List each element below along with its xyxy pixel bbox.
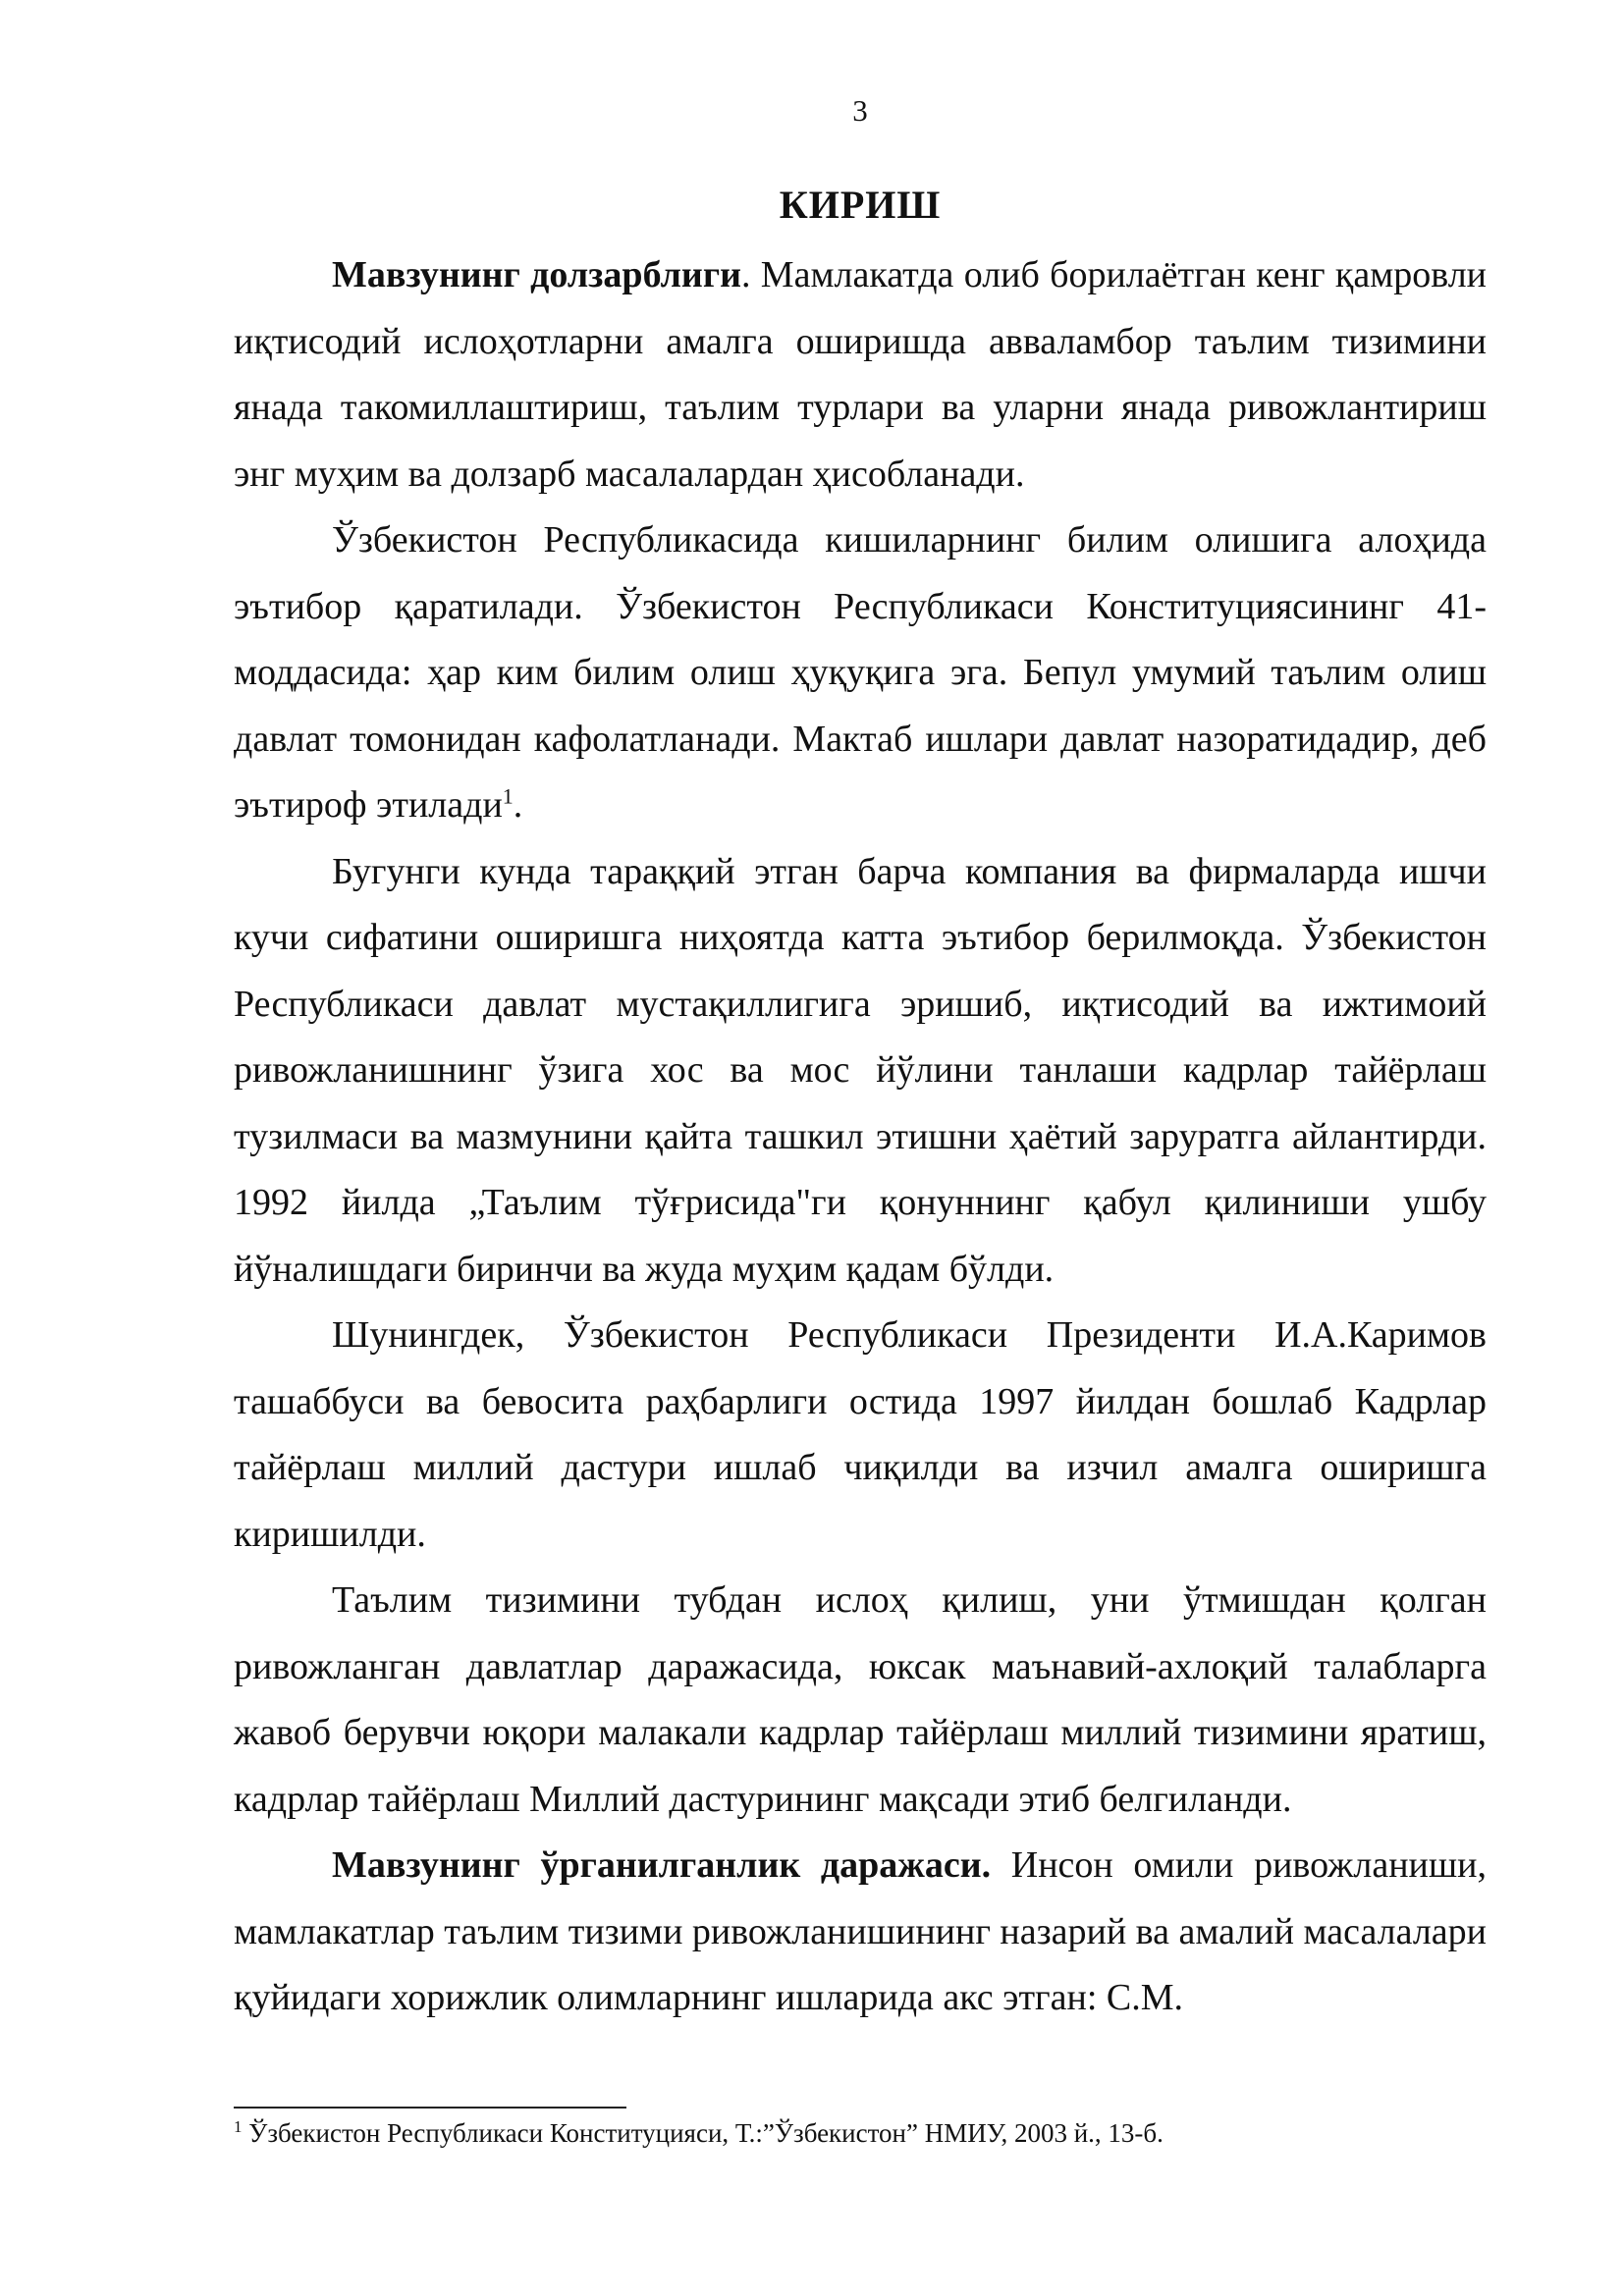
paragraph-constitution bbox=[234, 507, 1487, 839]
paragraph-text: Ўзбекистон Республикасида кишиларнинг билим олишига алоҳида эътибор қаратилади. Ўзбекистон Республикаси Конституциясининг 41-моддасида: ҳар ким билим олиш ҳуқуқига эга. Бепул умумий таълим олиш давлат томонидан кафолатланади. Мактаб ишлари давлат назоратидадир, деб эътироф этилади bbox=[234, 519, 1487, 826]
paragraph-text: Шунингдек, Ўзбекистон Республикаси Президенти И.А.Каримов ташаббуси ва бевосита раҳбарлиги остида 1997 йилдан бошлаб Кадрлар тайёрлаш миллий дастури ишлаб чиқилди ва изчил амалга оширишга киришилди. bbox=[234, 1314, 1487, 1555]
paragraph-reform-goal bbox=[234, 1568, 1487, 1833]
section-title: КИРИШ bbox=[779, 183, 942, 227]
body-text bbox=[234, 242, 1487, 2032]
paragraph-lead: Мавзунинг долзарблиги bbox=[332, 254, 741, 295]
paragraph-relevance bbox=[234, 242, 1487, 507]
footnote bbox=[234, 2115, 1487, 2151]
paragraph-national-program bbox=[234, 1303, 1487, 1568]
footnote-reference: 1 bbox=[502, 783, 514, 809]
paragraph-text: Бугунги кунда тараққий этган барча компания ва фирмаларда ишчи кучи сифатини оширишга ниҳоятда катта эътибор берилмоқда. Ўзбекистон Республикаси давлат мустақиллигига эришиб, иқтисодий ва ижтимоий ривожланишнинг ўзига хос ва мос йўлини танлаши кадрлар тайёрлаш тузилмаси ва мазмунини қайта ташкил этишни ҳаётий заруратга айлантирди. 1992 йилда „Таълим тўғрисида"ги қонуннинг қабул қилиниши ушбу йўналишдаги биринчи ва жуда муҳим қадам бўлди. bbox=[234, 850, 1487, 1290]
paragraph-text: Инсон омили ривожланиши, мамлакатлар таълим тизими ривожланишининг назарий ва амалий масалалари қуйидаги хорижлик олимларнинг ишларида акс этган: С.М. bbox=[234, 1844, 1487, 2018]
footnote-mark: 1 bbox=[234, 2117, 243, 2136]
paragraph-workforce bbox=[234, 839, 1487, 1304]
paragraph-text: . Мамлакатда олиб борилаётган кенг қамровли иқтисодий ислоҳотларни амалга оширишда авваламбор таълим тизимини янада такомиллаштириш, таълим турлари ва уларни янада ривожлантириш энг муҳим ва долзарб масалалардан ҳисобланади. bbox=[234, 254, 1487, 495]
paragraph-lead: Мавзунинг ўрганилганлик даражаси. bbox=[332, 1844, 992, 1886]
page-number: 3 bbox=[852, 93, 868, 128]
paragraph-tail: . bbox=[513, 784, 523, 826]
footnote-text: Ўзбекистон Республикаси Конституцияси, Т.:”Ўзбекистон” НМИУ, 2003 й., 13-б. bbox=[242, 2118, 1164, 2148]
paragraph-text: Таълим тизимини тубдан ислоҳ қилиш, уни ўтмишдан қолган ривожланган давлатлар даражасида, юксак маънавий-ахлоқий талабларга жавоб берувчи юқори малакали кадрлар тайёрлаш миллий тизимини яратиш, кадрлар тайёрлаш Миллий дастурининг мақсади этиб белгиланди. bbox=[234, 1579, 1487, 1820]
footnote-separator bbox=[234, 2107, 626, 2109]
paragraph-study-degree bbox=[234, 1833, 1487, 2032]
